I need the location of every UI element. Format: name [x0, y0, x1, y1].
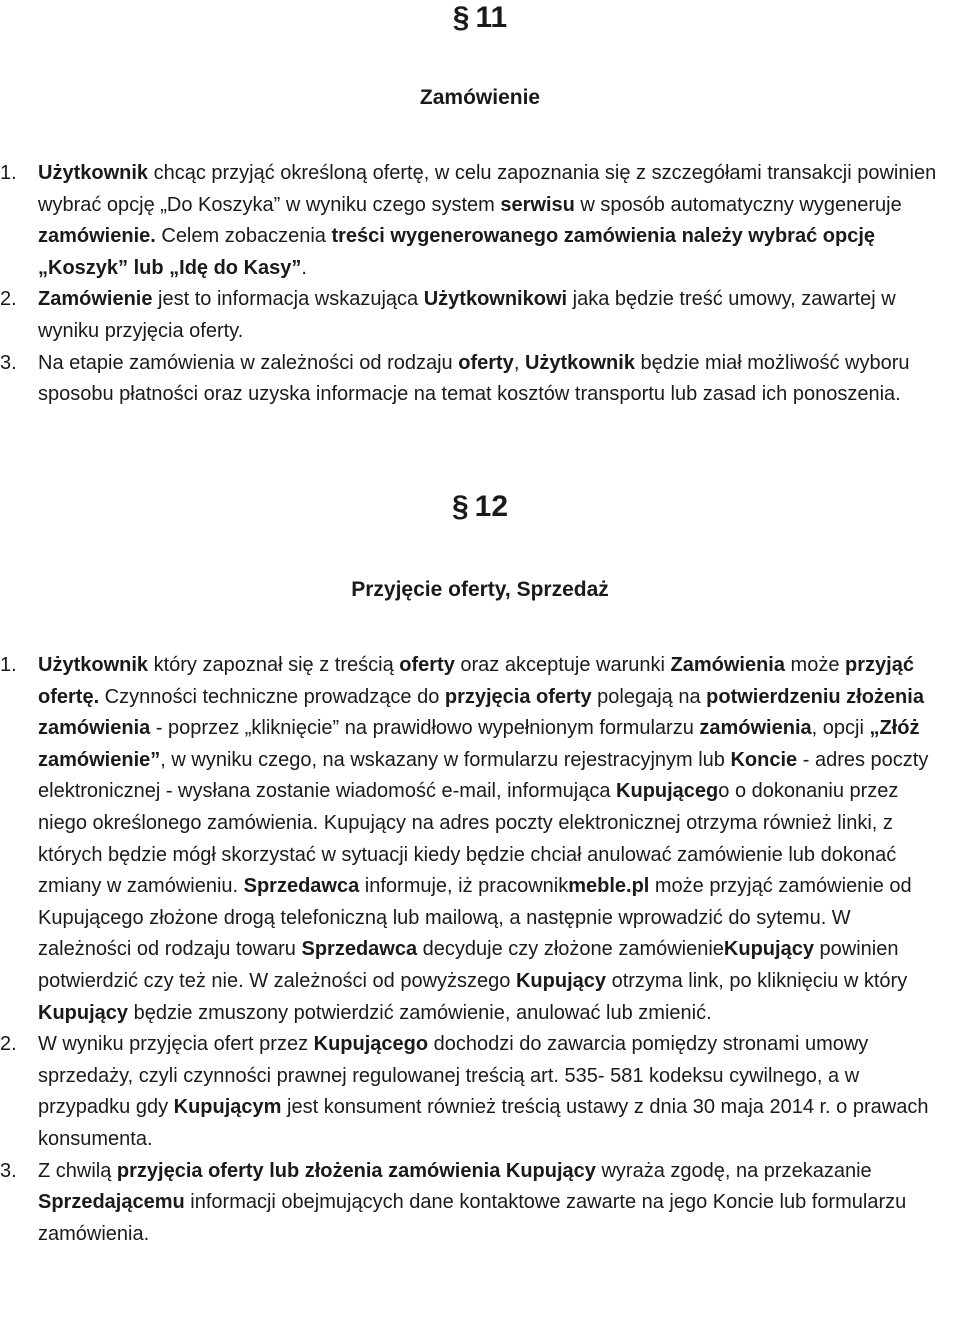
- item-number: 2.: [0, 288, 17, 311]
- text: jest to informacja wskazująca: [152, 288, 424, 311]
- item-number: 2.: [0, 1033, 17, 1056]
- text: wyraża zgodę, na przekazanie: [595, 1159, 872, 1182]
- text: jaka będzie treść umowy, zawartej w wyniku przyjęcia oferty.: [38, 288, 896, 342]
- bold-text: treści wygenerowanego zamówienia należy wybrać opcję „Koszyk” lub „Idę do Kasy”: [38, 225, 875, 279]
- section-symbol: §: [452, 1, 470, 34]
- text: , opcji: [811, 717, 870, 740]
- bold-text: Kupujący: [38, 1001, 129, 1024]
- bold-text: Kupującego: [313, 1033, 429, 1056]
- text: dochodzi do zawarcia pomiędzy stronami umowy sprzedaży, czyli czynności prawnej regulowanej treścią art. 535- 581 kodeksu cywilnego, a w przypadku gdy: [38, 1033, 869, 1119]
- text: - poprzez „kliknięcie” na prawidłowo wypełnionym formularzu: [150, 717, 700, 740]
- list-item: [0, 284, 940, 347]
- bold-text: Kupujący: [723, 938, 814, 961]
- text: otrzyma link, po kliknięciu w który: [606, 969, 908, 992]
- bold-text: Kupujący: [515, 969, 607, 992]
- list-item: [0, 348, 940, 411]
- text: w sposób automatyczny wygeneruje: [574, 193, 902, 216]
- section-title: Przyjęcie oferty, Sprzedaż: [351, 578, 609, 601]
- text: Na etapie zamówienia w zależności od rodzaju: [38, 351, 459, 374]
- bold-text: oferty: [399, 654, 455, 676]
- section-11-list: [0, 158, 940, 411]
- text: będzie zmuszony potwierdzić zamówienie, anulować lub zmienić.: [128, 1001, 712, 1024]
- section-number: [0, 489, 960, 525]
- bold-text: „Złóż zamówienie”: [38, 717, 920, 771]
- section-symbol: §: [451, 490, 469, 523]
- text: informuje, iż pracownik: [359, 875, 569, 898]
- bold-text: Sprzedawca: [301, 938, 418, 961]
- text: może: [784, 654, 846, 676]
- bold-text: Koncie: [730, 748, 798, 771]
- bold-text: Sprzedającemu: [38, 1191, 185, 1214]
- section-title: Zamówienie: [419, 86, 541, 109]
- text: powinien potwierdzić czy też nie. W zależności od powyższego: [38, 938, 899, 992]
- item-text: [38, 654, 928, 1024]
- text: Celem zobaczenia: [155, 225, 332, 248]
- item-number: 3.: [0, 1159, 17, 1182]
- item-text: [38, 352, 910, 406]
- text: , w wyniku czego, na wskazany w formularzu rejestracyjnym lub: [160, 748, 731, 771]
- text: o o dokonaniu przez niego określonego zamówienia. Kupujący na adres poczty elektronicznej otrzyma również linki, z których będzie mógł skorzystać w sytuacji kiedy będzie chciał anulować zamówienie lub dokonać zmiany w zamówieniu.: [38, 780, 899, 898]
- text: oraz akceptuje warunki: [454, 654, 671, 676]
- item-text: [38, 288, 896, 342]
- text: jest konsument również treścią ustawy z dnia 30 maja 2014 r. o prawach konsumenta.: [38, 1096, 929, 1150]
- bold-text: Zamówienie: [38, 288, 153, 311]
- section-12-list: [0, 650, 940, 1250]
- bold-text: Sprzedawca: [243, 875, 360, 898]
- item-text: [38, 162, 936, 279]
- section-number-value: 11: [475, 1, 508, 34]
- text: będzie miał możliwość wyboru sposobu płatności oraz uzyska informacje na temat kosztów transportu lub zasad ich ponoszenia.: [38, 351, 910, 406]
- list-item: [0, 1029, 940, 1155]
- bold-text: serwisu: [500, 193, 575, 216]
- bold-text: potwierdzeniu złożenia zamówienia: [38, 685, 924, 740]
- text: może przyjąć zamówienie od Kupującego złożone drogą telefoniczną lub mailową, a następnie wprowadzić do sytemu. W zależności od rodzaju towaru: [38, 875, 912, 961]
- text: polegają na: [591, 685, 707, 708]
- bold-text: oferty: [458, 351, 514, 374]
- text: informacji obejmujących dane kontaktowe zawarte na jego Koncie lub formularzu zamówienia.: [38, 1191, 907, 1245]
- text: .: [301, 256, 307, 279]
- text: chcąc przyjąć określoną ofertę, w celu zapoznania się z szczegółami transakcji powinien wybrać opcję „Do Koszyka” w wyniku czego system: [38, 162, 937, 216]
- bold-text: Użytkownik: [38, 162, 149, 184]
- bold-text: Użytkownik: [524, 351, 635, 374]
- bold-text: przyjąć ofertę.: [38, 654, 914, 708]
- section-number: [0, 0, 960, 36]
- bold-text: przyjęcia oferty: [444, 685, 592, 708]
- list-item: [0, 1156, 940, 1251]
- text: ,: [513, 351, 525, 374]
- item-number: 3.: [0, 351, 17, 374]
- bold-text: zamówienia: [699, 717, 812, 740]
- item-text: [38, 1160, 906, 1245]
- bold-text: przyjęcia oferty lub złożenia zamówienia Kupujący: [116, 1159, 596, 1182]
- bold-text: meble.pl: [568, 875, 650, 898]
- text: który zapoznał się z treścią: [148, 654, 400, 676]
- item-number: 1.: [0, 162, 17, 184]
- text: - adres poczty elektronicznej - wysłana zostanie wiadomość e-mail, informująca: [38, 748, 929, 803]
- text: Czynności techniczne prowadzące do: [99, 685, 445, 708]
- list-item: [0, 158, 940, 284]
- bold-text: Kupująceg: [616, 780, 719, 803]
- section-number-value: 12: [474, 490, 509, 523]
- bold-text: Kupującym: [173, 1096, 282, 1119]
- text: decyduje czy złożone zamówienie: [417, 938, 724, 961]
- bold-text: Użytkownikowi: [423, 288, 568, 311]
- bold-text: zamówienie.: [38, 225, 156, 248]
- text: Z chwilą: [38, 1159, 117, 1182]
- bold-text: Użytkownik: [38, 654, 149, 676]
- item-text: [38, 1033, 928, 1150]
- item-number: 1.: [0, 654, 17, 676]
- bold-text: Zamówienia: [670, 654, 785, 676]
- list-item: [0, 650, 940, 1029]
- text: W wyniku przyjęcia ofert przez: [38, 1033, 314, 1056]
